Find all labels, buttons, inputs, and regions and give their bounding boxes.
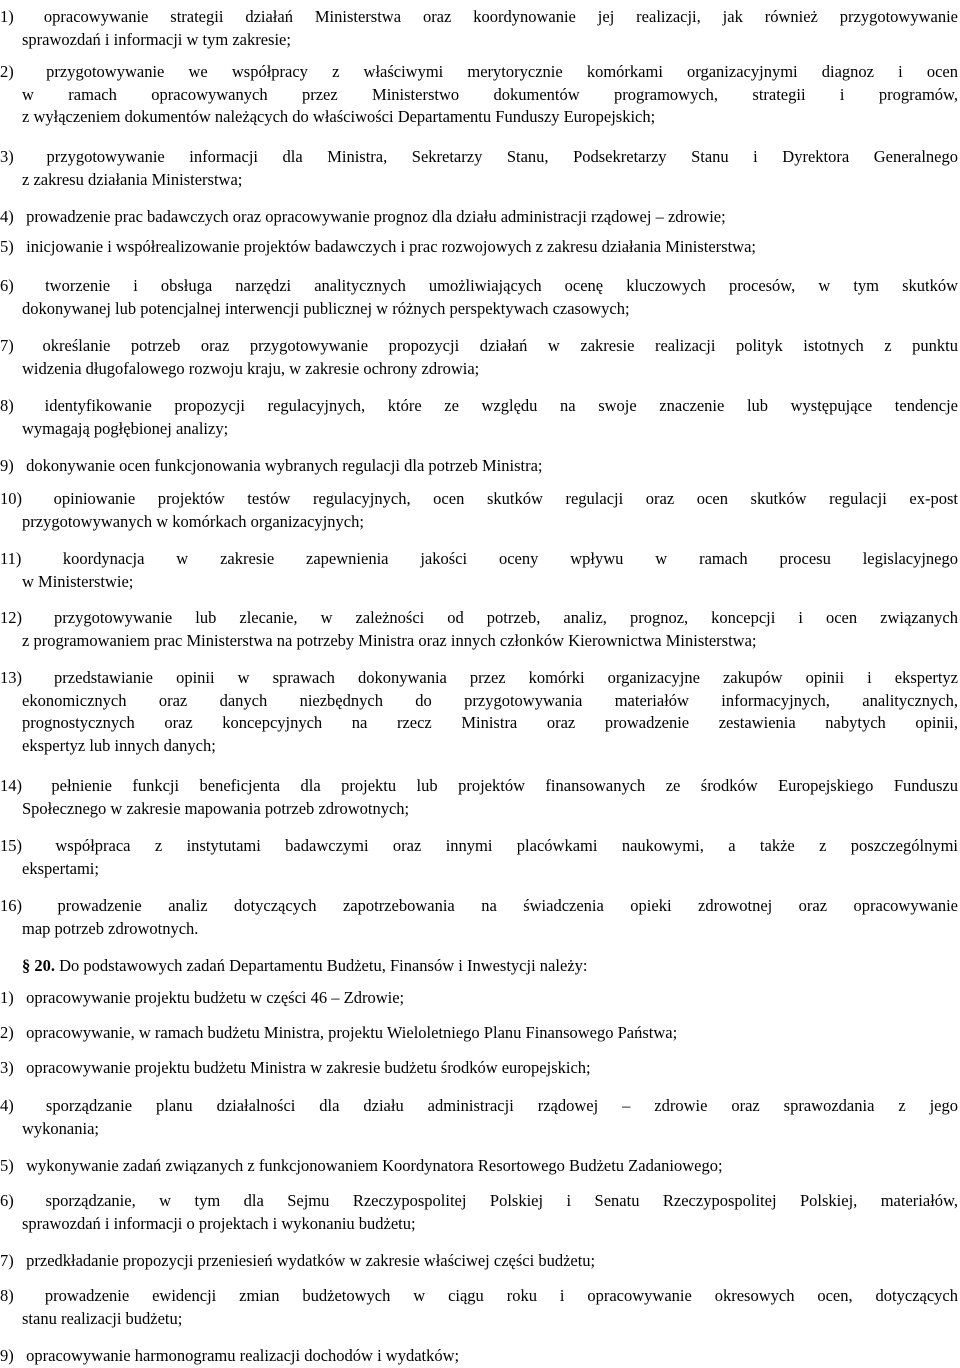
- list-item-number: 5): [0, 237, 14, 256]
- list-item: [0, 395, 958, 440]
- list-item-number: 5): [0, 1156, 14, 1175]
- list-item: [0, 775, 958, 820]
- list-item-continuation: wymagają pogłębionej analizy;: [22, 418, 229, 438]
- list-item-number: 7): [0, 336, 14, 355]
- list-item-text: przedkładanie propozycji przeniesień wydatków w zakresie właściwej części budżetu;: [22, 1251, 596, 1270]
- list-item: [0, 607, 958, 652]
- list-item-text: tworzenie i obsługa narzędzi analitycznych umożliwiających ocenę kluczowych procesów, w tym skutków: [22, 276, 958, 295]
- section-number: [22, 956, 55, 975]
- list-item: [0, 335, 958, 380]
- section-number-value: 20.: [34, 956, 55, 975]
- list-item-first-line: [0, 1345, 958, 1368]
- list-item-text: opracowywanie projektu budżetu w części 46 – Zdrowie;: [22, 988, 405, 1007]
- list-item-text: sporządzanie planu działalności dla działu administracji rządowej – zdrowie oraz sprawozdania z jego: [22, 1096, 958, 1115]
- list-item-first-line: [0, 1155, 958, 1178]
- list-item-number: 6): [0, 1191, 14, 1210]
- list-item-number: 9): [0, 1346, 14, 1365]
- list-item-text: przedstawianie opinii w sprawach dokonywania przez komórki organizacyjne zakupów opinii i ekspertyz: [31, 668, 958, 687]
- list-item-number: 14): [0, 776, 22, 795]
- list-item: [0, 236, 958, 259]
- list-item: [0, 1057, 958, 1080]
- list-item: [0, 1285, 958, 1330]
- list-item-continuation: sprawozdań i informacji o projektach i wykonaniu budżetu;: [22, 1213, 416, 1233]
- list-item: [0, 488, 958, 533]
- list-item-continuation: stanu realizacji budżetu;: [22, 1308, 183, 1328]
- list-item-number: 4): [0, 1096, 14, 1115]
- list-item-text: współpraca z instytutami badawczymi oraz innymi placówkami naukowymi, a także z poszczególnymi: [31, 836, 958, 855]
- list-item-number: 2): [0, 1023, 14, 1042]
- list-item: [0, 667, 958, 757]
- list-item-text: inicjowanie i współrealizowanie projektów badawczych i prac rozwojowych z zakresu działania Ministerstwa;: [22, 237, 756, 256]
- section-symbol: §: [22, 956, 31, 975]
- list-item-first-line: [0, 1250, 958, 1273]
- list-item-number: 3): [0, 1058, 14, 1077]
- list-item: [0, 6, 958, 51]
- list-item-text: opracowywanie strategii działań Ministerstwa oraz koordynowanie jej realizacji, jak również przygotowywanie: [22, 7, 958, 26]
- list-item-number: 10): [0, 489, 22, 508]
- list-item-continuation: sprawozdań i informacji w tym zakresie;: [22, 29, 291, 49]
- list-item-first-line: [0, 987, 958, 1010]
- list-item-number: 2): [0, 62, 14, 81]
- list-item-first-line: [0, 6, 958, 29]
- list-item-continuation: przygotowywanych w komórkach organizacyjnych;: [22, 511, 364, 531]
- list-item: [0, 61, 958, 129]
- list-item: [0, 1022, 958, 1045]
- list-item: [0, 1250, 958, 1273]
- list-item-continuation: widzenia długofalowego rozwoju kraju, w zakresie ochrony zdrowia;: [22, 358, 480, 378]
- list-item: [0, 1155, 958, 1178]
- list-item-number: 1): [0, 988, 14, 1007]
- list-item-continuation: z zakresu działania Ministerstwa;: [22, 169, 243, 189]
- list-item-number: 12): [0, 608, 22, 627]
- list-item-first-line: [0, 1022, 958, 1045]
- section-heading: [0, 955, 958, 978]
- list-item-first-line: [0, 1095, 958, 1118]
- list-item: [0, 206, 958, 229]
- list-item-number: 13): [0, 668, 22, 687]
- list-item-text: opracowywanie harmonogramu realizacji dochodów i wydatków;: [22, 1346, 460, 1365]
- list-item-first-line: [0, 667, 958, 690]
- list-item-continuation: wykonania;: [22, 1118, 99, 1138]
- list-item-first-line: [0, 895, 958, 918]
- list-item-continuation: w ramach opracowywanych przez Ministerstwo dokumentów programowych, strategii i programów,: [22, 84, 958, 104]
- list-item-text: prowadzenie ewidencji zmian budżetowych w ciągu roku i opracowywanie okresowych ocen, dotyczących: [22, 1286, 958, 1305]
- section-text: Do podstawowych zadań Departamentu Budżetu, Finansów i Inwestycji należy:: [59, 956, 588, 975]
- list-item-continuation: dokonywanej lub potencjalnej interwencji publicznej w różnych perspektywach czasowych;: [22, 298, 630, 318]
- list-item-continuation: Społecznego w zakresie mapowania potrzeb zdrowotnych;: [22, 798, 410, 818]
- list-item-text: koordynacja w zakresie zapewnienia jakości oceny wpływu w ramach procesu legislacyjnego: [31, 549, 958, 568]
- list-item-first-line: [0, 488, 958, 511]
- list-item-number: 8): [0, 396, 14, 415]
- list-item-number: 8): [0, 1286, 14, 1305]
- list-item-first-line: [0, 835, 958, 858]
- list-item: [0, 987, 958, 1010]
- list-item-text: pełnienie funkcji beneficjenta dla projektu lub projektów finansowanych ze środków Europejskiego Funduszu: [31, 776, 958, 795]
- list-item-text: sporządzanie, w tym dla Sejmu Rzeczypospolitej Polskiej i Senatu Rzeczypospolitej Polskiej, materiałów,: [22, 1191, 958, 1210]
- list-item-first-line: [0, 61, 958, 84]
- list-item-first-line: [0, 206, 958, 229]
- list-item-continuation: ekspertami;: [22, 858, 99, 878]
- list-item-number: 15): [0, 836, 22, 855]
- list-item-text: prowadzenie analiz dotyczących zapotrzebowania na świadczenia opieki zdrowotnej oraz opracowywanie: [31, 896, 958, 915]
- list-item-text: wykonywanie zadań związanych z funkcjonowaniem Koordynatora Resortowego Budżetu Zadaniowego;: [22, 1156, 723, 1175]
- list-item-text: przygotowywanie we współpracy z właściwymi merytorycznie komórkami organizacyjnymi diagnoz i ocen: [22, 62, 958, 81]
- list-item-first-line: [0, 146, 958, 169]
- list-item-number: 9): [0, 456, 14, 475]
- list-item-text: określanie potrzeb oraz przygotowywanie propozycji działań w zakresie realizacji polityk istotnych z punktu: [22, 336, 958, 355]
- list-item-first-line: [0, 775, 958, 798]
- list-item-first-line: [0, 1190, 958, 1213]
- list-item: [0, 548, 958, 593]
- list-item-first-line: [0, 455, 958, 478]
- list-item-first-line: [0, 548, 958, 571]
- list-item: [0, 1345, 958, 1368]
- list-item-first-line: [0, 395, 958, 418]
- list-item-number: 16): [0, 896, 22, 915]
- list-item-first-line: [0, 335, 958, 358]
- list-item-continuation: z programowaniem prac Ministerstwa na potrzeby Ministra oraz innych członków Kierownictwa Ministerstwa;: [22, 630, 757, 650]
- list-item-text: opiniowanie projektów testów regulacyjnych, ocen skutków regulacji oraz ocen skutków regulacji ex-post: [31, 489, 958, 508]
- list-item-number: 6): [0, 276, 14, 295]
- list-item-first-line: [0, 1057, 958, 1080]
- list-item: [0, 275, 958, 320]
- list-item-number: 1): [0, 7, 14, 26]
- list-item-text: opracowywanie projektu budżetu Ministra w zakresie budżetu środków europejskich;: [22, 1058, 591, 1077]
- list-item: [0, 895, 958, 940]
- list-item-number: 11): [0, 549, 22, 568]
- list-item: [0, 1095, 958, 1140]
- list-item-number: 4): [0, 207, 14, 226]
- list-item-text: dokonywanie ocen funkcjonowania wybranych regulacji dla potrzeb Ministra;: [22, 456, 543, 475]
- list-item-first-line: [0, 1285, 958, 1308]
- list-item-continuation: ekonomicznych oraz danych niezbędnych do przygotowywania materiałów informacyjnych, analitycznych,: [22, 690, 958, 710]
- list-item-first-line: [0, 236, 958, 259]
- list-item: [0, 455, 958, 478]
- list-item: [0, 146, 958, 191]
- list-item: [0, 1190, 958, 1235]
- list-item-continuation: z wyłączeniem dokumentów należących do właściwości Departamentu Funduszy Europejskich;: [22, 107, 656, 126]
- list-item-text: przygotowywanie lub zlecanie, w zależności od potrzeb, analiz, prognoz, koncepcji i ocen związanych: [31, 608, 958, 627]
- list-item-continuation: map potrzeb zdrowotnych.: [22, 918, 199, 938]
- list-item-text: identyfikowanie propozycji regulacyjnych, które ze względu na swoje znaczenie lub występujące tendencje: [22, 396, 958, 415]
- list-item-continuation: ekspertyz lub innych danych;: [22, 735, 216, 755]
- list-item-number: 7): [0, 1251, 14, 1270]
- list-item-continuation: prognostycznych oraz koncepcyjnych na rzecz Ministra oraz prowadzenie zestawienia nabytych opinii,: [22, 713, 958, 732]
- list-item: [0, 835, 958, 880]
- list-item-first-line: [0, 275, 958, 298]
- list-item-number: 3): [0, 147, 14, 166]
- list-item-text: przygotowywanie informacji dla Ministra, Sekretarzy Stanu, Podsekretarzy Stanu i Dyrektora Generalnego: [22, 147, 958, 166]
- list-item-text: prowadzenie prac badawczych oraz opracowywanie prognoz dla działu administracji rządowej – zdrowie;: [22, 207, 726, 226]
- list-item-continuation: w Ministerstwie;: [22, 571, 134, 591]
- list-item-text: opracowywanie, w ramach budżetu Ministra, projektu Wieloletniego Planu Finansowego Państwa;: [22, 1023, 678, 1042]
- list-item-first-line: [0, 607, 958, 630]
